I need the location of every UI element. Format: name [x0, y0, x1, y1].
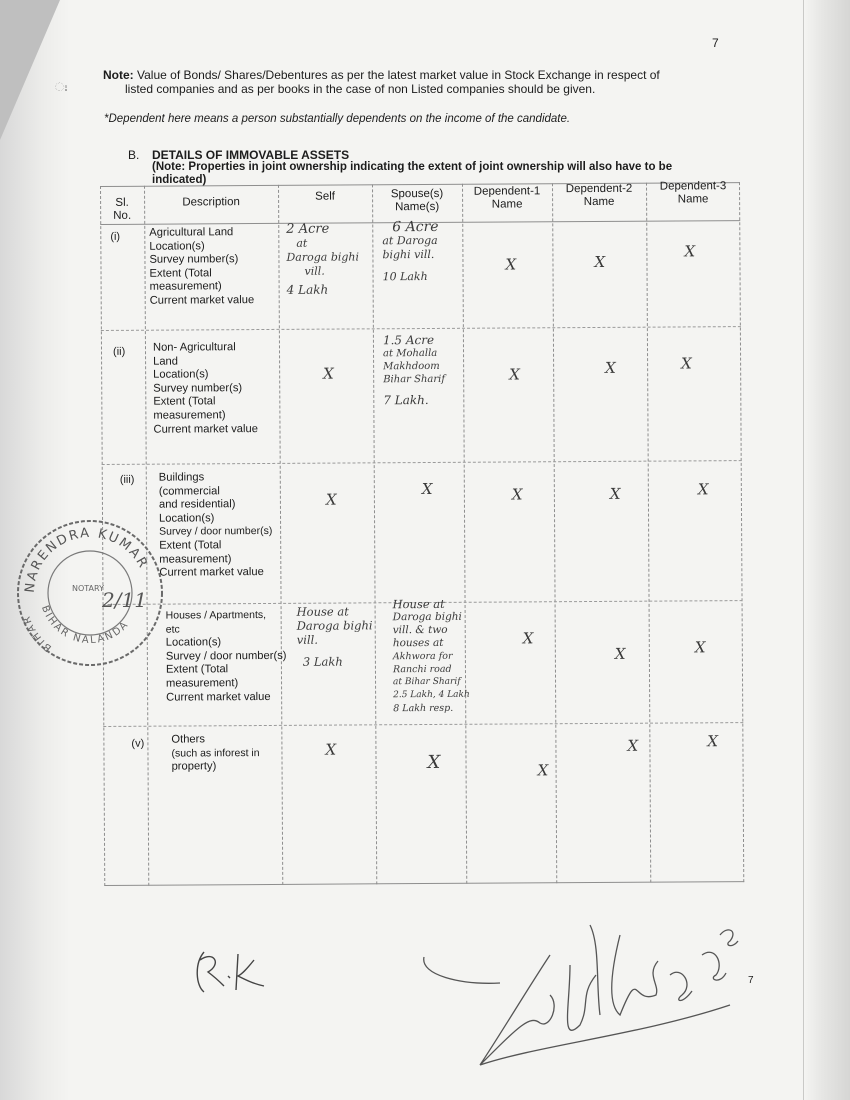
cross-mark: X — [614, 644, 626, 663]
header-dependent-3-line2: Name — [677, 193, 709, 206]
cross-mark: X — [694, 638, 706, 657]
stamp-center-value: 2/11 — [102, 588, 147, 612]
desc-line: Location(s) — [153, 368, 209, 381]
row-description — [166, 609, 287, 705]
desc-line: Survey number(s) — [153, 381, 243, 395]
desc-line: Current market value — [159, 566, 264, 579]
cross-mark: X — [697, 480, 709, 499]
hw-line: Ranchi road — [392, 663, 452, 676]
desc-line: Land — [153, 355, 178, 368]
hw-line: 8 Lakh resp. — [393, 702, 454, 715]
table-border-bottom — [104, 881, 744, 886]
hw-line: Daroga bighi — [392, 610, 462, 624]
desc-line: Extent (Total — [149, 267, 212, 280]
desc-line: measurement) — [159, 552, 232, 566]
cross-mark: X — [522, 629, 534, 648]
section-letter: B. — [128, 148, 140, 162]
hw-line: 3 Lakh — [302, 654, 343, 669]
desc-line: measurement) — [149, 280, 222, 294]
hw-line: at Mohalla — [382, 347, 438, 360]
header-dependent-3-line1: Dependent-3 — [659, 180, 727, 193]
desc-line: Survey / door number(s) — [165, 649, 287, 663]
table-grid — [100, 182, 744, 886]
desc-line: property) — [171, 760, 217, 773]
desc-line: Survey / door number(s) — [159, 525, 273, 539]
row-description — [171, 733, 259, 774]
hw-line: Makhdoom — [383, 360, 440, 373]
hw-line: houses at — [392, 636, 444, 650]
table-border-right — [739, 182, 744, 882]
cross-mark: X — [323, 364, 334, 383]
header-dependent-1-line1: Dependent-1 — [473, 185, 541, 198]
header-dependent-1-line2: Name — [491, 198, 523, 211]
stamp-left-text: BIHAR — [20, 613, 54, 654]
notary-stamp — [12, 515, 168, 671]
header-sl-no-line2: No. — [113, 209, 132, 222]
header-dependent-2 — [554, 183, 644, 210]
hw-line: at Daroga — [382, 233, 438, 248]
desc-line: Current market value — [166, 690, 271, 704]
desc-line: Non- Agricultural — [152, 341, 236, 354]
desc-line: Current market value — [153, 422, 258, 436]
note-bonds-line2: listed companies and as per books in the case of non Listed companies should be given. — [125, 82, 596, 96]
desc-line: Houses / Apartments, — [165, 608, 267, 622]
immovable-assets-table — [100, 182, 744, 886]
section-title: DETAILS OF IMMOVABLE ASSETS — [152, 148, 350, 162]
page-fold-corner — [0, 0, 60, 140]
hw-line: at Bihar Sharif — [393, 676, 461, 688]
row-description — [159, 471, 273, 580]
cross-mark: X — [325, 490, 337, 509]
handwritten-self — [286, 222, 359, 296]
row-description — [153, 341, 258, 437]
initials-signature — [190, 942, 270, 1002]
cross-mark: X — [707, 732, 719, 751]
handwritten-spouse — [383, 334, 445, 407]
hw-line: Daroga bighi — [296, 618, 373, 633]
hw-line: 1.5 Acre — [382, 332, 435, 348]
desc-line: measurement) — [153, 409, 226, 422]
hw-line: Daroga bighi — [286, 250, 360, 264]
column-divider — [646, 183, 651, 883]
row-sl-no: (v) — [131, 737, 145, 750]
column-divider — [372, 184, 377, 884]
desc-line: Location(s) — [158, 512, 215, 525]
desc-line: Extent (Total — [159, 539, 222, 552]
cross-mark: X — [594, 252, 606, 271]
handwritten-spouse — [393, 598, 470, 715]
desc-line: Location(s) — [149, 239, 205, 253]
section-note-line1: (Note: Properties in joint ownership indicating the extent of joint ownership will also have to be — [152, 161, 673, 173]
desc-line: Agricultural Land — [149, 226, 234, 239]
desc-line: Location(s) — [165, 636, 222, 649]
hw-line: 4 Lakh — [286, 282, 329, 297]
header-dependent-2-line1: Dependent-2 — [565, 182, 633, 196]
section-note-line2: indicated) — [152, 174, 207, 186]
row-divider — [101, 326, 741, 331]
hw-line: House at — [392, 596, 445, 612]
handwritten-self — [297, 604, 373, 668]
handwritten-spouse — [382, 220, 439, 284]
cross-mark: X — [427, 751, 441, 774]
desc-line: Others — [171, 733, 205, 746]
header-dependent-3 — [648, 180, 738, 207]
header-sl-no-line1: Sl. — [115, 196, 129, 209]
stamp-outer-text: NARENDRA KUMAR — [22, 525, 151, 594]
header-spouse-line2: Name(s) — [395, 200, 440, 214]
cross-mark: X — [681, 354, 692, 373]
cross-mark: X — [505, 255, 517, 274]
row-sl-no: (ii) — [112, 345, 126, 358]
hw-line: vill. — [304, 264, 325, 278]
signature — [420, 905, 750, 1075]
desc-line: Buildings — [158, 471, 205, 484]
column-divider — [552, 183, 557, 883]
desc-line: etc — [165, 623, 180, 636]
page-edge-right — [803, 0, 850, 1100]
desc-line: (commercial — [158, 484, 220, 498]
hw-line: 10 Lakh — [382, 270, 428, 284]
hw-line: vill. — [296, 632, 319, 647]
hw-line: at — [296, 236, 308, 250]
hw-line: 2 Acre — [286, 221, 330, 237]
note-bonds — [103, 68, 703, 96]
header-sl-no — [102, 197, 142, 223]
row-sl-no: (iii) — [119, 473, 135, 486]
stamp-bottom-text: BIHAR NALANDA — [39, 604, 132, 647]
cross-mark: X — [511, 485, 523, 504]
page-number: 7 — [712, 36, 719, 50]
row-divider — [102, 460, 742, 465]
note-dependent: *Dependent here means a person substantially dependents on the income of the candidate. — [104, 113, 571, 125]
cross-mark: X — [684, 242, 696, 261]
cross-mark: X — [325, 740, 337, 759]
row-description — [149, 226, 254, 308]
cross-mark: X — [627, 736, 639, 755]
desc-line: Extent (Total — [153, 395, 216, 409]
desc-line: (such as inforest in — [171, 746, 260, 760]
hw-line: bighi vill. — [382, 247, 435, 262]
stamp-center-label: NOTARY — [72, 584, 104, 593]
header-self: Self — [315, 190, 336, 203]
hw-line: House at — [296, 604, 349, 619]
header-dependent-1 — [464, 185, 550, 212]
note-bonds-line1: Value of Bonds/ Shares/Debentures as per the latest market value in Stock Exchange in respect of — [133, 68, 660, 82]
note-bonds-label: Note: — [103, 68, 134, 82]
section-note — [152, 151, 712, 187]
header-spouse-line1: Spouse(s) — [390, 187, 444, 201]
column-divider — [462, 184, 467, 884]
column-divider — [278, 185, 283, 885]
header-description: Description — [182, 196, 240, 209]
hw-line: Akhwora for — [392, 650, 453, 663]
desc-line: measurement) — [166, 677, 239, 690]
hw-line: 6 Acre — [392, 218, 439, 236]
row-divider — [103, 722, 743, 727]
hw-line: 2.5 Lakh, 4 Lakh — [393, 689, 470, 701]
desc-line: Current market value — [149, 294, 255, 307]
desc-line: Extent (Total — [165, 663, 229, 676]
header-spouse — [374, 188, 460, 215]
cross-mark: X — [537, 761, 549, 780]
hw-line: Bihar Sharif — [383, 373, 446, 386]
hw-line: vill. & two — [392, 623, 448, 637]
margin-mark: ಃ — [55, 80, 68, 94]
cross-mark: X — [509, 365, 520, 384]
header-dependent-2-line2: Name — [583, 195, 615, 209]
row-sl-no: (i) — [110, 230, 121, 243]
cross-mark: X — [421, 479, 433, 499]
hw-line: 7 Lakh. — [383, 392, 429, 408]
cross-mark: X — [609, 484, 621, 503]
desc-line: Survey number(s) — [149, 253, 239, 266]
cross-mark: X — [605, 358, 616, 377]
page-number-bottom: 7 — [748, 975, 754, 986]
desc-line: and residential) — [158, 498, 236, 511]
